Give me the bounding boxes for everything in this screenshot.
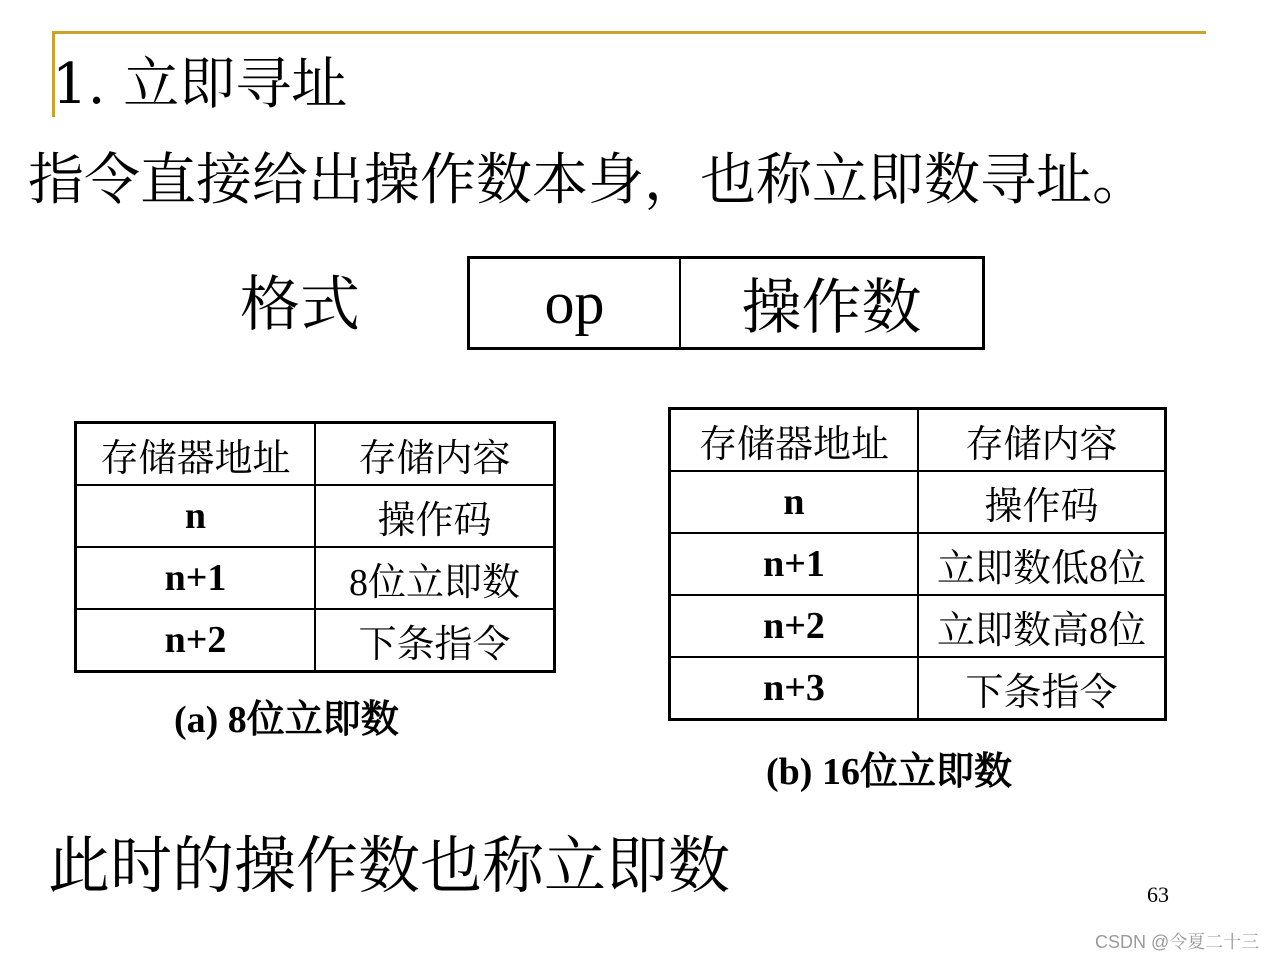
table-header-cell: 存储器地址 [670, 409, 919, 472]
table-b-caption: (b) 16位立即数 [766, 751, 1012, 793]
page-title: 1. 立即寻址 [52, 52, 348, 117]
table-row [670, 533, 1166, 595]
table-a-caption: (a) 8位立即数 [174, 699, 399, 741]
format-field-op: op [470, 259, 681, 347]
description-text: 指令直接给出操作数本身，也称立即数寻址。 [28, 148, 1148, 213]
table-row [670, 657, 1166, 720]
table-row [76, 547, 555, 609]
table-header-cell: 存储内容 [315, 423, 555, 486]
table-header-cell: 存储器地址 [76, 423, 316, 486]
content-cell: 8位立即数 [315, 547, 555, 609]
format-label: 格式 [240, 270, 360, 340]
memory-table-8bit [74, 421, 556, 673]
address-cell: n+2 [670, 595, 919, 657]
address-cell: n [670, 471, 919, 533]
content-cell: 操作码 [315, 485, 555, 547]
instruction-format-box [467, 256, 985, 350]
format-field-operand: 操作数 [741, 273, 922, 343]
address-cell: n+3 [670, 657, 919, 720]
content-cell: 下条指令 [315, 609, 555, 672]
table-header-row [670, 409, 1166, 472]
memory-table-16bit [668, 407, 1167, 721]
address-cell: n+1 [76, 547, 316, 609]
table-row [670, 595, 1166, 657]
table-row [670, 471, 1166, 533]
note-text: 此时的操作数也称立即数 [48, 829, 731, 902]
table-header-row [76, 423, 555, 486]
address-cell: n [76, 485, 316, 547]
content-cell: 操作码 [918, 471, 1166, 533]
address-cell: n+1 [670, 533, 919, 595]
table-row [76, 485, 555, 547]
title-accent-line [52, 31, 1206, 34]
table-row [76, 609, 555, 672]
content-cell: 立即数低8位 [918, 533, 1166, 595]
address-cell: n+2 [76, 609, 316, 672]
content-cell: 下条指令 [918, 657, 1166, 720]
content-cell: 立即数高8位 [918, 595, 1166, 657]
watermark: CSDN @令夏二十三 [1095, 932, 1260, 952]
page-number: 63 [1147, 882, 1169, 907]
table-header-cell: 存储内容 [918, 409, 1166, 472]
